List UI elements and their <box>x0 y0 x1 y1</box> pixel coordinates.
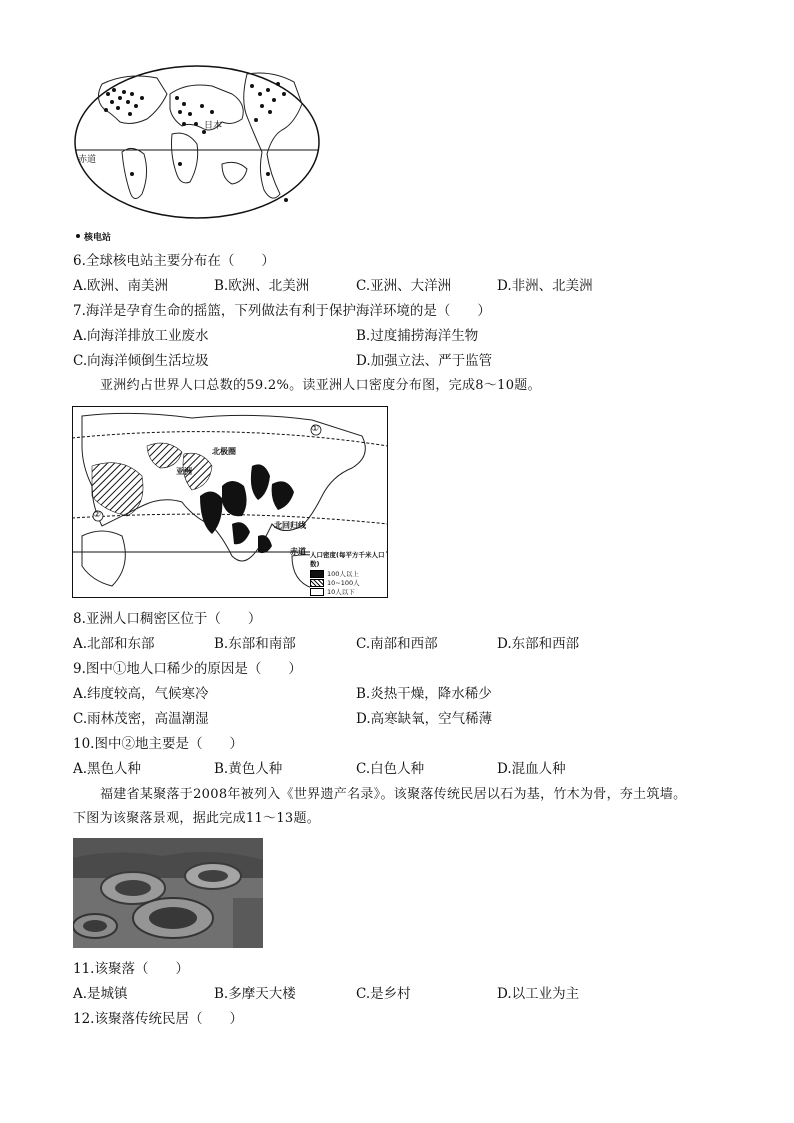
map2-label-equator: 赤道 <box>290 547 306 556</box>
q8-option-b[interactable]: B.东部和南部 <box>214 636 296 652</box>
q11-option-d[interactable]: D.以工业为主 <box>497 986 580 1002</box>
tulou-photo-graphic <box>73 838 263 948</box>
q11-stem: 11.该聚落（ ） <box>73 961 189 977</box>
tulou-photo <box>73 838 263 948</box>
q10-stem: 10.图中②地主要是（ ） <box>73 736 243 752</box>
q9-option-a[interactable]: A.纬度较高，气候寒冷 <box>73 686 209 702</box>
intro-asia: 亚洲约占世界人口总数的59.2%。读亚洲人口密度分布图，完成8～10题。 <box>100 378 541 393</box>
q10-option-b[interactable]: B.黄色人种 <box>214 761 283 777</box>
q9-option-b[interactable]: B.炎热干燥，降水稀少 <box>356 686 492 702</box>
q6-option-c[interactable]: C.亚洲、大洋洲 <box>356 278 452 294</box>
q12-stem: 12.该聚落传统民居（ ） <box>73 1011 243 1027</box>
map2-label-arctic: 北极圈 <box>212 447 236 456</box>
map2-label-tropic: 北回归线 <box>274 521 306 530</box>
q11-option-b[interactable]: B.多摩天大楼 <box>214 986 296 1002</box>
q7-option-c[interactable]: C.向海洋倾倒生活垃圾 <box>73 353 209 369</box>
q7-stem: 7.海洋是孕育生命的摇篮，下列做法有利于保护海洋环境的是（ ） <box>73 303 491 319</box>
map2-marker-1: ① <box>311 424 320 434</box>
map1-legend-label: 核电站 <box>84 233 112 243</box>
legend-swatch-dense <box>310 570 324 578</box>
q11-option-a[interactable]: A.是城镇 <box>73 986 128 1002</box>
legend-swatch-medium <box>310 579 324 587</box>
q10-option-a[interactable]: A.黑色人种 <box>73 761 142 777</box>
q6-option-a[interactable]: A.欧洲、南美洲 <box>73 278 169 294</box>
legend-swatch-sparse <box>310 588 324 596</box>
q10-option-c[interactable]: C.白色人种 <box>356 761 425 777</box>
q11-option-c[interactable]: C.是乡村 <box>356 986 411 1002</box>
map1-legend-dot-icon <box>76 234 80 238</box>
q8-option-c[interactable]: C.南部和西部 <box>356 636 438 652</box>
map1-label-equator: 赤道 <box>78 155 97 165</box>
q7-option-a[interactable]: A.向海洋排放工业废水 <box>73 328 209 344</box>
q8-stem: 8.亚洲人口稠密区位于（ ） <box>73 611 262 627</box>
q6-stem: 6.全球核电站主要分布在（ ） <box>73 253 275 269</box>
map1-label-japan: 日本 <box>204 121 223 131</box>
map2-legend <box>310 550 386 597</box>
q7-option-d[interactable]: D.加强立法、严于监管 <box>356 353 493 369</box>
q6-option-b[interactable]: B.欧洲、北美洲 <box>214 278 310 294</box>
intro-fujian-line1: 福建省某聚落于2008年被列入《世界遗产名录》。该聚落传统民居以石为基，竹木为骨，夯土筑墙。 <box>100 787 687 802</box>
q9-stem: 9.图中①地人口稀少的原因是（ ） <box>73 661 302 677</box>
intro-fujian-line2: 下图为该聚落景观，据此完成11～13题。 <box>73 811 321 826</box>
legend-title: 人口密度(每平方千米人口数) <box>310 551 385 568</box>
asia-density-map <box>72 406 388 598</box>
map2-marker-2: ② <box>93 510 102 520</box>
legend-item-sparse: 10人以下 <box>327 588 355 596</box>
q10-option-d[interactable]: D.混血人种 <box>497 761 566 777</box>
world-nuclear-map <box>72 64 322 244</box>
q8-option-d[interactable]: D.东部和西部 <box>497 636 580 652</box>
q6-option-d[interactable]: D.非洲、北美洲 <box>497 278 593 294</box>
map2-label-asia: 亚洲 <box>176 467 192 476</box>
q9-option-d[interactable]: D.高寒缺氧，空气稀薄 <box>356 711 493 727</box>
legend-item-medium: 10~100人 <box>327 579 360 587</box>
world-map-graphic <box>72 64 322 244</box>
q7-option-b[interactable]: B.过度捕捞海洋生物 <box>356 328 479 344</box>
legend-item-dense: 100人以上 <box>327 570 359 578</box>
q8-option-a[interactable]: A.北部和东部 <box>73 636 155 652</box>
q9-option-c[interactable]: C.雨林茂密，高温潮湿 <box>73 711 209 727</box>
